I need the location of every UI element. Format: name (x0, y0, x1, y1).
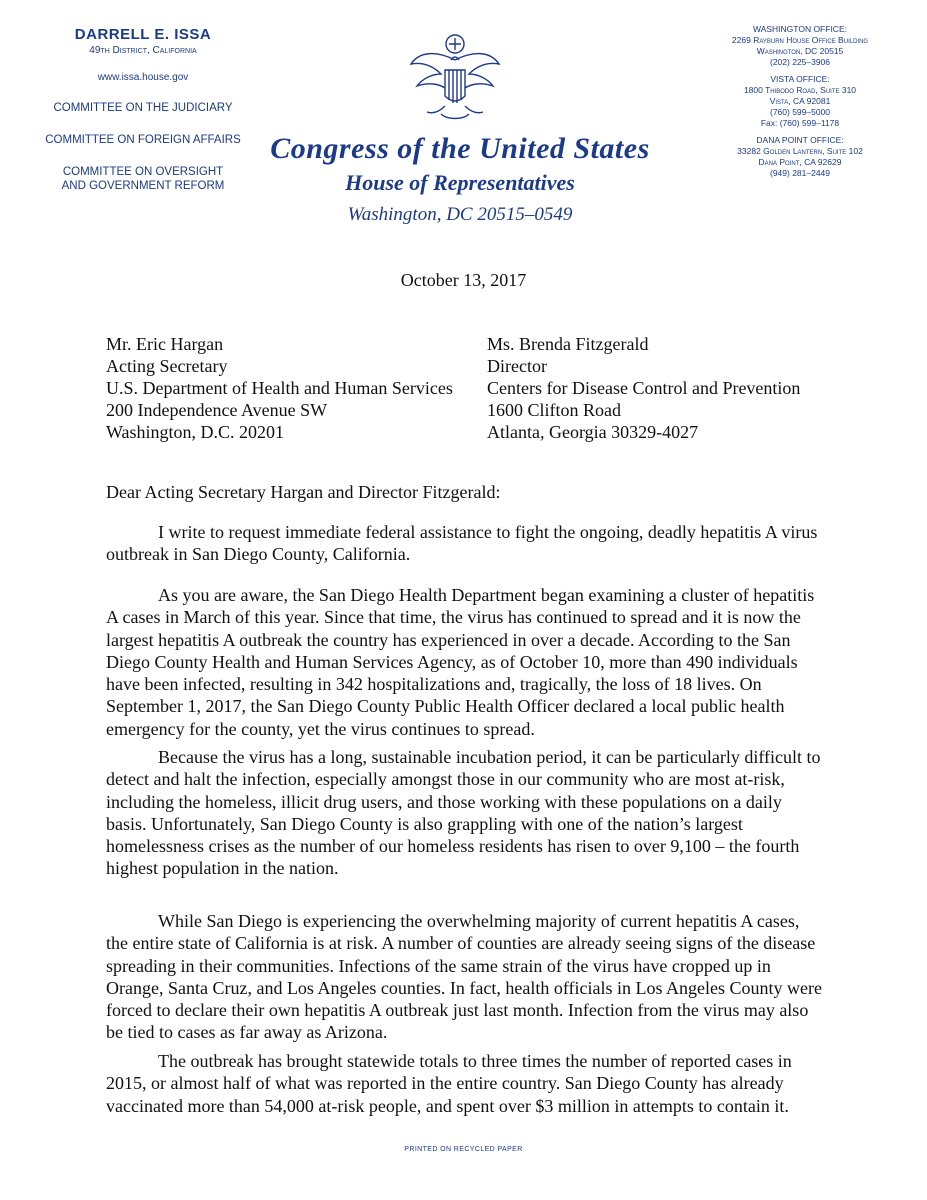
committee-judiciary: COMMITTEE ON THE JUDICIARY (53, 102, 233, 114)
recipient-fitzgerald (487, 333, 800, 443)
office-label: WASHINGTON OFFICE: (753, 24, 847, 34)
website-link[interactable]: www.issa.house.gov (97, 72, 189, 83)
committee-foreign-affairs: COMMITTEE ON FOREIGN AFFAIRS (45, 134, 241, 146)
house-title: House of Representatives (345, 170, 575, 195)
office-label: VISTA OFFICE: (770, 74, 830, 84)
paragraph-3: Because the virus has a long, sustainable incubation period, it can be particularly difficult to detect and halt the infection, especially amongst those in our community who are most at-risk, including the homeless, illicit drug users, and those working with these populations on a daily basis. Unfortunately, San Diego County is also grappling with one of the nation’s largest homelessness crises as the number of our homeless residents has risen to over 9,100 – the fourth highest population in the nation. (106, 747, 821, 879)
letter-date: October 13, 2017 (400, 270, 527, 290)
paragraph-1: I write to request immediate federal assistance to fight the ongoing, deadly hepatitis A virus outbreak in San Diego County, California. (106, 522, 818, 565)
address-line: Washington, D.C. 20201 (106, 422, 285, 442)
office-phone: (202) 225–3906 (769, 57, 831, 67)
recycled-paper-note: PRINTED ON RECYCLED PAPER (404, 1146, 523, 1153)
office-line: Vista, CA 92081 (769, 96, 831, 106)
district: 49th District, California (89, 45, 197, 56)
office-line: 2269 Rayburn House Office Building (731, 35, 869, 45)
committee-oversight: COMMITTEE ON OVERSIGHT AND GOVERNMENT REFORM (61, 166, 225, 192)
office-phone: (949) 281–2449 (769, 168, 831, 178)
office-fax: Fax: (760) 599–1178 (760, 118, 840, 128)
address-line: Director (487, 356, 547, 376)
address-line: Mr. Eric Hargan (106, 334, 224, 354)
address-line: Acting Secretary (106, 356, 228, 376)
office-label: DANA POINT OFFICE: (756, 135, 844, 145)
address-line: 1600 Clifton Road (487, 400, 621, 420)
address-line: 200 Independence Avenue SW (106, 400, 328, 420)
paragraph-5: The outbreak has brought statewide totals to three times the number of reported cases in 2015, or almost half of what was reported in the entire country. San Diego County has already vaccinated more than 54,000 at-risk people, and spent over $3 million in attempts to contain it. (106, 1051, 792, 1116)
paragraph-4: While San Diego is experiencing the overwhelming majority of current hepatitis A cases, the entire state of California is at risk. A number of counties are already seeing signs of the disease spreading in their communities. Infections of the same strain of the virus have cropped up in Orange, Santa Cruz, and Los Angeles counties. In fact, health officials in Los Angeles County were forced to declare their own hepatitis A outbreak just last month. Infection from the virus may also be tied to cases as far away as Arizona. (106, 911, 822, 1043)
member-name: DARRELL E. ISSA (74, 26, 212, 43)
office-line: Dana Point, CA 92629 (758, 157, 842, 167)
office-line: 33282 Golden Lantern, Suite 102 (737, 146, 863, 156)
office-phone: (760) 599–5000 (769, 107, 831, 117)
recipient-hargan (106, 333, 453, 443)
address-line: Ms. Brenda Fitzgerald (487, 334, 649, 354)
address-line: U.S. Department of Health and Human Services (106, 378, 453, 398)
salutation: Dear Acting Secretary Hargan and Director Fitzgerald: (106, 482, 501, 502)
washington-address: Washington, DC 20515–0549 (347, 204, 573, 225)
office-line: Washington, DC 20515 (756, 46, 844, 56)
address-line: Centers for Disease Control and Prevention (487, 378, 801, 398)
paragraph-2: As you are aware, the San Diego Health Department began examining a cluster of hepatitis A cases in March of this year. Since that time, the virus has continued to spread and it is now the largest hepatitis A outbreak the country has experienced in over a decade. According to the San Diego County Health and Human Services Agency, as of October 10, more than 490 individuals have been infected, resulting in 342 hospitalizations and, tragically, the loss of 18 lives. On September 1, 2017, the San Diego County Public Health Officer declared a local public health emergency for the county, yet the virus continues to spread. (106, 585, 815, 739)
congress-title: Congress of the United States (270, 132, 650, 165)
office-line: 1800 Thibodo Road, Suite 310 (743, 85, 857, 95)
address-line: Atlanta, Georgia 30329-4027 (487, 422, 699, 442)
